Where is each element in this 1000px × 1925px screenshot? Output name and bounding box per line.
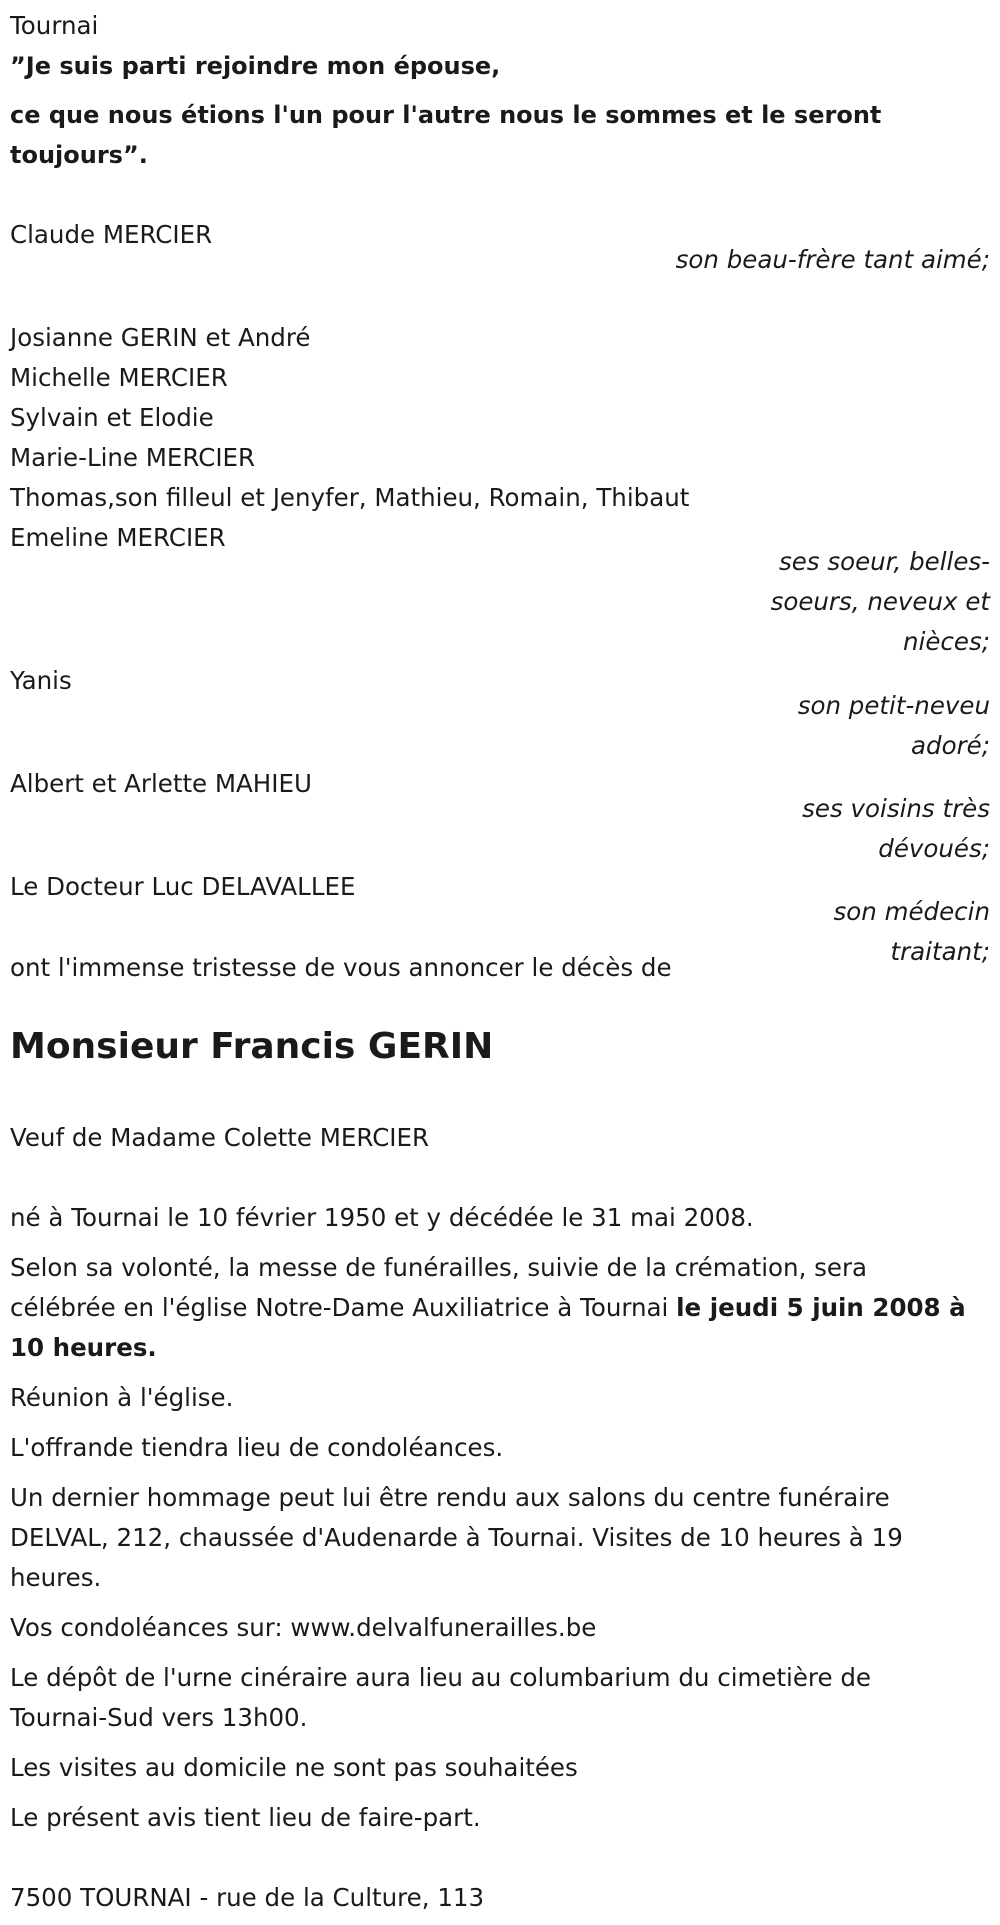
condolences-line: Vos condoléances sur: www.delvalfunerailles.be xyxy=(10,1613,597,1642)
family-name: Claude MERCIER xyxy=(10,220,213,249)
family-name: Le Docteur Luc DELAVALLEE xyxy=(10,872,356,901)
family-name: Thomas,son filleul et Jenyfer, Mathieu, Romain, Thibaut xyxy=(10,483,690,512)
no-visits-line: Les visites au domicile ne sont pas souhaitées xyxy=(10,1753,578,1782)
faire-part-line: Le présent avis tient lieu de faire-part. xyxy=(10,1803,481,1832)
family-name: Emeline MERCIER xyxy=(10,523,226,552)
quote-line-2: ce que nous étions l'un pour l'autre nous le sommes et le seront toujours”. xyxy=(10,101,882,169)
widower-line: Veuf de Madame Colette MERCIER xyxy=(10,1123,430,1152)
family-name: Marie-Line MERCIER xyxy=(10,443,256,472)
birth-death-line: né à Tournai le 10 février 1950 et y décédée le 31 mai 2008. xyxy=(10,1203,754,1232)
tribute-paragraph: Un dernier hommage peut lui être rendu aux salons du centre funéraire DELVAL, 212, chaussée d'Audenarde à Tournai. Visites de 10 heures à 19 heures. xyxy=(10,1483,903,1592)
relation-label: ses voisins très dévoués; xyxy=(802,794,990,863)
family-name: Sylvain et Elodie xyxy=(10,403,214,432)
city-label: Tournai xyxy=(10,11,99,40)
funeral-text: Selon sa volonté, la messe de funérailles, suivie de la crémation, sera célébrée en l'église Notre-Dame Auxiliatrice à Tournai xyxy=(10,1253,868,1322)
family-name: Yanis xyxy=(10,666,72,695)
urn-paragraph: Le dépôt de l'urne cinéraire aura lieu au columbarium du cimetière de Tournai-Sud vers 13h00. xyxy=(10,1663,871,1732)
relation-label: son médecin traitant; xyxy=(833,897,990,966)
offering-line: L'offrande tiendra lieu de condoléances. xyxy=(10,1433,504,1462)
funeral-paragraph xyxy=(10,1248,970,1368)
family-name: Michelle MERCIER xyxy=(10,363,228,392)
funeral-date: le jeudi 5 juin 2008 à 10 heures. xyxy=(10,1293,966,1362)
announcement-text: ont l'immense tristesse de vous annoncer le décès de xyxy=(10,953,672,982)
family-name: Albert et Arlette MAHIEU xyxy=(10,769,312,798)
relation-label: son beau-frère tant aimé; xyxy=(675,245,990,274)
address-line: 7500 TOURNAI - rue de la Culture, 113 xyxy=(10,1883,485,1912)
reunion-line: Réunion à l'église. xyxy=(10,1383,234,1412)
relation-label: son petit-neveu adoré; xyxy=(797,691,990,760)
relation-label: ses soeur, belles-soeurs, neveux et nièces; xyxy=(770,547,990,656)
quote-line-1: ”Je suis parti rejoindre mon épouse, xyxy=(10,52,501,80)
deceased-name: Monsieur Francis GERIN xyxy=(10,1026,494,1067)
family-name: Josianne GERIN et André xyxy=(10,323,311,352)
